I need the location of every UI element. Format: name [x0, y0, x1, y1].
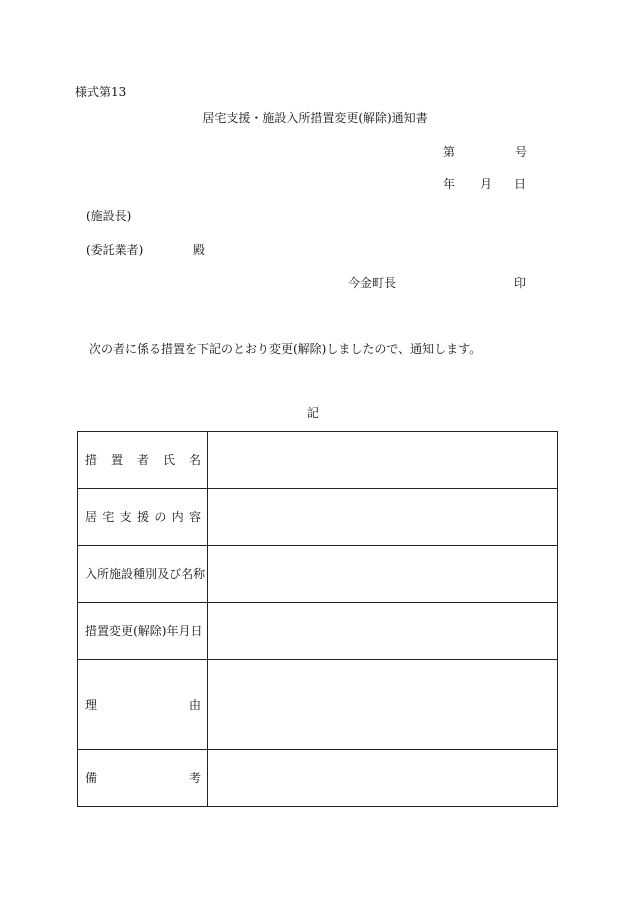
label-char: 種 [133, 567, 146, 581]
table-row [78, 489, 558, 546]
row-value-cell [208, 432, 558, 489]
label-char: 名 [188, 453, 201, 467]
row-label-change-date [78, 623, 207, 639]
label-char: 入 [85, 567, 98, 581]
row-label-reason [78, 697, 207, 713]
body-text: 次の者に係る措置を下記のとおり変更(解除)しましたので、通知します。 [89, 342, 482, 356]
form-number: 様式第13 [75, 85, 127, 99]
label-char: 措 [85, 453, 98, 467]
label-char: 更 [121, 624, 134, 638]
label-char: 置 [110, 453, 123, 467]
date-day-label: 日 [514, 177, 527, 191]
label-char: 年 [166, 624, 179, 638]
row-value-cell [208, 750, 558, 807]
label-char: び [169, 567, 182, 581]
label-char: 備 [85, 771, 98, 785]
label-char: 除 [149, 624, 162, 638]
recipient-contractor: (委託業者) [86, 243, 144, 257]
record-table [77, 431, 558, 807]
table-row [78, 660, 558, 750]
row-label-facility-type-name [78, 566, 207, 582]
document-number-prefix: 第 [443, 145, 456, 159]
seal-mark: 印 [514, 276, 527, 290]
date-month-label: 月 [480, 177, 493, 191]
row-value-cell [208, 660, 558, 750]
label-char: 容 [188, 510, 201, 524]
row-value-cell [208, 603, 558, 660]
recipient-facility-head: (施設長) [86, 209, 132, 223]
table-row [78, 750, 558, 807]
record-heading: 記 [307, 406, 320, 420]
label-char: 措 [85, 624, 98, 638]
row-label-remarks [78, 770, 207, 786]
label-char: 宅 [102, 510, 115, 524]
date-year-label: 年 [443, 177, 456, 191]
label-char: 理 [85, 697, 98, 712]
row-label-cell [78, 489, 208, 546]
row-label-cell [78, 546, 208, 603]
document-title: 居宅支援・施設入所措置変更(解除)通知書 [202, 111, 428, 125]
label-char: 者 [136, 453, 149, 467]
label-char: 称 [193, 567, 206, 581]
table-row [78, 546, 558, 603]
label-char: 内 [171, 510, 184, 524]
label-char: ( [133, 624, 138, 638]
label-char: 変 [109, 624, 122, 638]
label-char: 日 [190, 624, 203, 638]
label-char: 名 [181, 567, 194, 581]
row-label-cell [78, 603, 208, 660]
document-number-suffix: 号 [515, 145, 528, 159]
row-value-cell [208, 489, 558, 546]
row-value-cell [208, 546, 558, 603]
row-label-cell [78, 432, 208, 489]
label-char: 及 [157, 567, 170, 581]
row-label-person-name [78, 452, 207, 468]
table-row [78, 603, 558, 660]
row-label-cell [78, 660, 208, 750]
row-label-home-support-content [78, 509, 207, 525]
label-char: 考 [188, 771, 201, 785]
label-char: 居 [85, 510, 98, 524]
label-char: の [154, 510, 167, 524]
label-char: 援 [136, 510, 149, 524]
label-char: ) [161, 624, 167, 638]
label-char: 月 [178, 624, 191, 638]
label-char: 施 [109, 567, 122, 581]
row-label-cell [78, 750, 208, 807]
label-char: 解 [137, 624, 150, 638]
label-char: 設 [121, 567, 134, 581]
label-char: 由 [188, 697, 201, 712]
label-char: 氏 [162, 453, 175, 467]
sender-name: 今金町長 [348, 276, 397, 290]
label-char: 置 [97, 624, 110, 638]
label-char: 別 [145, 567, 158, 581]
label-char: 所 [97, 567, 110, 581]
recipient-honorific: 殿 [193, 243, 206, 257]
table-row [78, 432, 558, 489]
label-char: 支 [119, 510, 132, 524]
